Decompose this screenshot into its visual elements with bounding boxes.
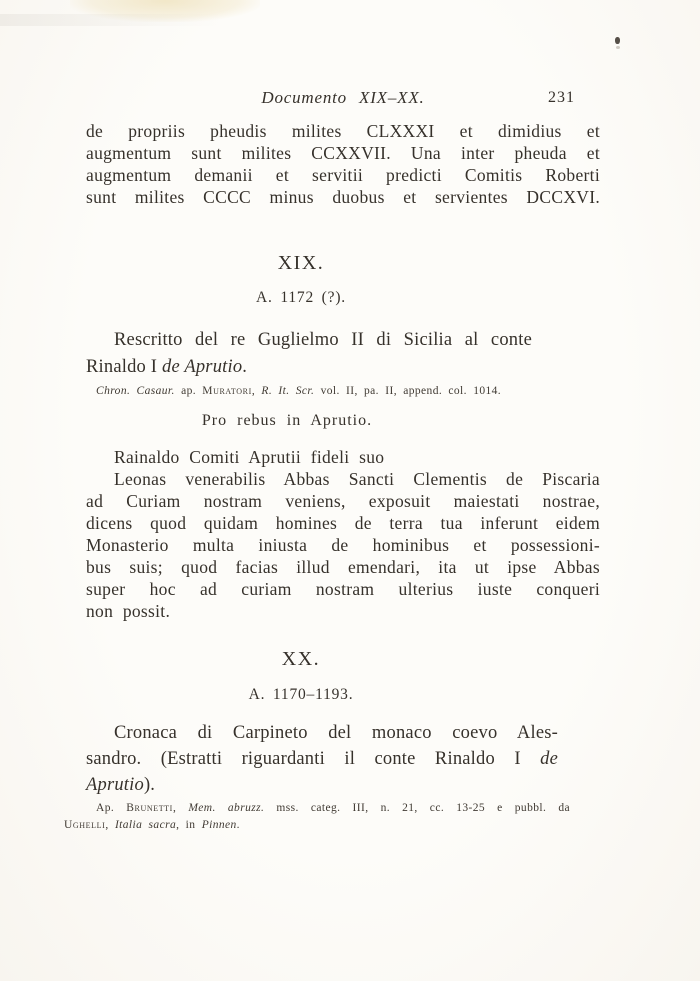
text-segment: mss. categ. III, n. 21, cc. 13-25 e pubbl. da [264, 802, 571, 814]
text-segment: Aprutio [86, 775, 144, 795]
text-line: augmentum sunt milites CCXXVII. Una inter pheuda et [86, 143, 600, 163]
continuation-paragraph [86, 120, 600, 208]
text-line: augmentum demanii et servitii predicti Comitis Roberti [86, 165, 600, 185]
page-number: 231 [548, 89, 575, 106]
text-segment: , [105, 819, 115, 831]
text-line [64, 800, 570, 817]
text-line: non possit. [86, 601, 171, 621]
text-line: Leonas venerabilis Abbas Sancti Clementis de Piscaria [114, 469, 600, 489]
section-number-xx: XX. [281, 648, 321, 670]
rubric-xix [86, 327, 532, 381]
text-segment: de [540, 749, 558, 769]
running-header-title: Documento XIX–XX. [261, 88, 425, 107]
section-number-xix: XIX. [277, 252, 325, 274]
text-line: bus suis; quod facias illud emendari, ita ut ipse Abbas [86, 557, 600, 577]
text-line [86, 354, 532, 381]
text-segment: Ughelli [64, 819, 106, 831]
text-segment: Muratori [202, 385, 252, 397]
text-line: super hoc ad curiam nostram ulterius iuste conqueri [86, 579, 600, 599]
text-segment: , [251, 385, 262, 397]
section-date-xx: A. 1170–1193. [248, 686, 354, 703]
rubric-xx [86, 720, 558, 798]
letter-body-xix [86, 446, 600, 622]
source-citation-xix [96, 385, 616, 397]
ink-speck-shadow-artifact [616, 46, 620, 49]
text-segment: de Aprutio [162, 357, 243, 377]
text-line: dicens quod quidam homines de terra tua inferunt eidem [86, 513, 600, 533]
text-segment: Mem. abruzz. [188, 802, 265, 814]
text-line: ad Curiam nostram veniens, exposuit maiestati nostrae, [86, 491, 600, 511]
text-segment: Brunetti [126, 802, 173, 814]
text-segment: Italia sacra [114, 819, 177, 831]
document-title-xix: Pro rebus in Aprutio. [201, 412, 373, 429]
ink-speck-artifact [615, 37, 620, 44]
text-line: Cronaca di Carpineto del monaco coevo Ales- [114, 723, 558, 743]
text-segment: , [172, 802, 189, 814]
text-line [64, 817, 570, 834]
text-line: Rainaldo Comiti Aprutii fideli suo [114, 447, 385, 467]
text-segment: . [242, 357, 248, 377]
text-segment: Ap. [96, 802, 127, 814]
text-segment: Rinaldo I [86, 357, 162, 377]
text-line [86, 746, 558, 772]
text-line: sunt milites CCCC minus duobus et servientes DCCXVI. [86, 187, 600, 207]
text-segment: ap. [174, 385, 203, 397]
text-line: Monasterio multa iniusta de hominibus et possessioni- [86, 535, 600, 555]
scan-streak-artifact [0, 14, 260, 26]
section-date-xix: A. 1172 (?). [256, 289, 346, 306]
source-citation-xx [64, 800, 570, 834]
text-line [86, 772, 558, 798]
text-segment: sandro. (Estratti riguardanti il conte Rinaldo I [86, 749, 541, 769]
text-segment: . [236, 819, 240, 831]
text-segment: Chron. Casaur. [96, 385, 175, 397]
text-segment: , in [176, 819, 202, 831]
text-segment: Pinnen [201, 819, 237, 831]
text-segment: vol. II, pa. II, append. col. 1014. [314, 385, 502, 397]
text-line: de propriis pheudis milites CLXXXI et dimidius et [86, 121, 600, 141]
text-line: Rescritto del re Guglielmo II di Sicilia al conte [114, 330, 532, 350]
text-segment: R. It. Scr. [261, 385, 315, 397]
text-segment: ). [143, 775, 156, 795]
